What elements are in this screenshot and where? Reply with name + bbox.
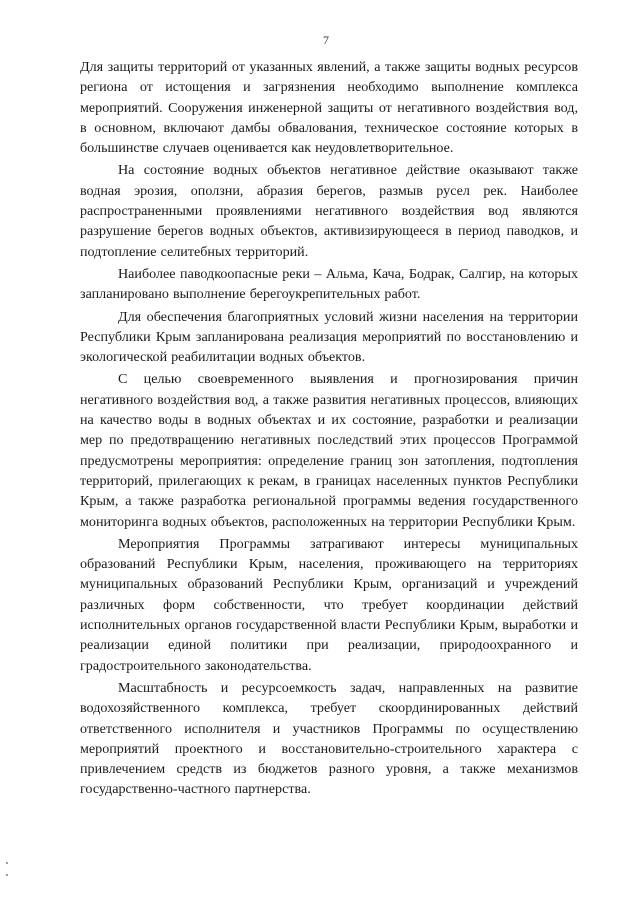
paragraph-monitoring: С целью своевременного выявления и прогнозирования причин негативного воздействия вод, а также развития негативных процессов, влияющих на качество воды в водных объектах и их состояние, разработки и реализации мер по предотвращению негативных последствий этих процессов Программой предусмотрены мероприятия: определение границ зон затопления, подтопления территорий, прилегающих к рекам, в границах населенных пунктов Республики Крым, а также разработка региональной программы ведения государственного мониторинга водных объектов, расположенных на территории Республики Крым.: [80, 371, 578, 530]
paragraph-rehabilitation: Для обеспечения благоприятных условий жизни населения на территории Республики Крым запланирована реализация мероприятий по восстановлению и экологической реабилитации водных объектов.: [80, 308, 578, 366]
page-number: 7: [323, 33, 329, 47]
paragraph-municipal-interests: Мероприятия Программы затрагивают интересы муниципальных образований Республики Крым, населения, проживающего на территориях муниципальных образований Республики Крым, организаций и учреждений различных форм собственности, что требует координации действий исполнительных органов государственной власти Республики Крым, выработки и реализации единой политики при реализации, природоохранного и градостроительного законодательства.: [80, 535, 578, 674]
document-body: [80, 57, 578, 802]
paragraph-water-protection: Для защиты территорий от указанных явлений, а также защиты водных ресурсов региона от истощения и загрязнения необходимо выполнение комплекса мероприятий. Сооружения инженерной защиты от негативного воздействия вод, в основном, включают дамбы обвалования, техническое состояние которых в большинстве случаев оценивается как неудовлетворительное.: [80, 59, 578, 157]
paragraph-scale-resources: Масштабность и ресурсоемкость задач, направленных на развитие водохозяйственного комплекса, требует скоординированных действий ответственного исполнителя и участников Программы по осуществлению мероприятий проектного и восстановительно-строительного характера с привлечением средств из бюджетов разного уровня, а также механизмов государственно-частного партнерства.: [80, 679, 578, 798]
paragraph-flood-rivers: Наиболее паводкоопасные реки – Альма, Кача, Бодрак, Салгир, на которых запланировано выполнение берегоукрепительных работ.: [80, 265, 578, 303]
scan-margin-mark: [6, 874, 8, 876]
paragraph-negative-impact: На состояние водных объектов негативное действие оказывают также водная эрозия, оползни, абразия берегов, размыв русел рек. Наиболее распространенными проявлениями негативного воздействия вод являются разрушение берегов водных объектов, активизирующееся в период паводков, и подтопление селитебных территорий.: [80, 162, 578, 260]
scan-margin-mark: [6, 862, 8, 864]
